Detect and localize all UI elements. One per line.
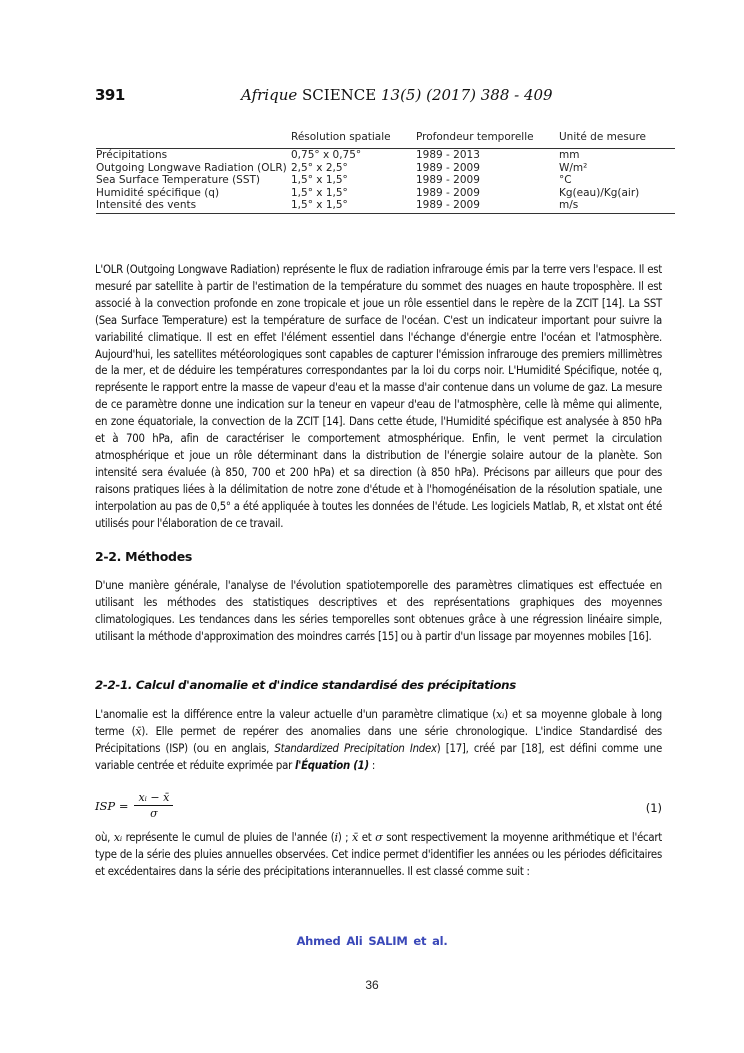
equation-numerator: xᵢ − x̄ xyxy=(134,791,173,806)
table-cell: 1989 - 2009 xyxy=(416,161,480,174)
table-header-cell xyxy=(96,129,291,149)
text-run: où, xyxy=(95,831,114,844)
equation-number: (1) xyxy=(645,801,662,815)
table-cell: 1989 - 2009 xyxy=(416,199,559,213)
table-row xyxy=(96,187,675,200)
table-cell: 1,5° x 1,5° xyxy=(291,199,416,213)
math-xbar: x̄ xyxy=(135,724,142,738)
paragraph-methods: D'une manière générale, l'analyse de l'évolution spatiotemporelle des paramètres climatiques est effectuée en utilisant les méthodes des statistiques descriptives et des représentations graphiques des moyennes climatologiques. Les tendances dans les séries temporelles sont obtenues grâce à une régression linéaire simple, utilisant la méthode d'approximation des moindres carrés [15] ou à partir d'un lissage par moyennes mobiles [16]. xyxy=(95,579,662,643)
table-row xyxy=(96,174,675,187)
table-row xyxy=(96,199,675,213)
equation-fraction xyxy=(134,791,173,820)
math-xbar: x̄ xyxy=(352,831,359,844)
table-header-cell: Unité de mesure xyxy=(559,129,675,149)
table-cell: 1989 - 2009 xyxy=(416,186,480,199)
paragraph-variables xyxy=(95,830,662,881)
table-cell: 1,5° x 1,5° xyxy=(291,174,348,186)
subsection-title: 2-2-1. Calcul d'anomalie et d'indice standardisé des précipitations xyxy=(95,678,516,692)
table-cell: 1989 - 2013 xyxy=(416,149,480,161)
journal-issue: 13(5) (2017) 388 - 409 xyxy=(380,86,553,104)
table-cell: mm xyxy=(559,149,580,161)
data-table xyxy=(96,129,675,214)
text-run: : xyxy=(368,758,376,772)
text-run: ) et sa moyenne globale à long terme ( xyxy=(95,708,662,738)
journal-italic: Afrique xyxy=(241,86,298,104)
table-cell: 1,5° x 1,5° xyxy=(291,186,348,199)
math-sigma: σ xyxy=(375,831,383,844)
equation-lhs: ISP = xyxy=(95,798,129,813)
text-run: et xyxy=(358,831,376,844)
journal-main: SCIENCE xyxy=(302,86,377,104)
table-cell: Intensité des vents xyxy=(96,199,291,213)
table-header-row xyxy=(96,129,675,149)
table-cell: Précipitations xyxy=(96,149,168,161)
table-cell: Humidité spécifique (q) xyxy=(96,186,220,199)
table-header-cell: Profondeur temporelle xyxy=(416,129,559,149)
math-xi: xᵢ xyxy=(495,708,505,721)
table-cell: Sea Surface Temperature (SST) xyxy=(96,174,261,186)
table-cell: Kg(eau)/Kg(air) xyxy=(559,186,640,199)
table-cell: 1989 - 2009 xyxy=(416,174,480,186)
equation-reference: l'Équation (1) xyxy=(295,758,369,772)
table-row xyxy=(96,162,675,175)
text-run: représente le cumul de pluies de l'année ( xyxy=(121,831,335,844)
paragraph-data-description: L'OLR (Outgoing Longwave Radiation) représente le flux de radiation infrarouge émis par la terre vers l'espace. Il est mesuré par satellite à partir de l'estimation de la température du sommet des nuages en haute troposphère. Il est associé à la convection profonde en zone tropicale et joue un rôle essentiel dans le repère de la ZCIT [14]. La SST (Sea Surface Temperature) est la température de surface de l'océan. C'est un indicateur important pour suivre la variabilité climatique. Il est en effet l'élément essentiel dans l'échange d'énergie entre l'océan et l'atmosphère. Aujourd'hui, les satellites météorologiques sont capables de capturer l'émission infrarouge des premiers millimètres de la mer, et de déduire les températures correspondantes par la loi du corps noir. L'Humidité Spécifique, notée q, représente le rapport entre la masse de vapeur d'eau et la masse d'air contenue dans un volume de gaz. La mesure de ce paramètre donne une indication sur la teneur en vapeur d'eau de l'atmosphère, celle là même qui alimente, en zone équatoriale, la convection de la ZCIT [14]. Dans cette étude, l'Humidité spécifique est analysée à 850 hPa et à 700 hPa, afin de caractériser le comportement atmosphérique. Enfin, le vent permet la circulation atmosphérique et joue un rôle déterminant dans la distribution de l'énergie solaire autour de la planète. Son intensité sera évaluée (à 850, 700 et 200 hPa) et sa direction (à 850 hPa). Précisons par ailleurs que pour des raisons pratiques liées à la délimitation de notre zone d'étude et à l'homogénéisation de la résolution spatiale, une interpolation au pas de 0,5° a été appliquée à toutes les données de l'étude. Les logiciels Matlab, R, et xlstat ont été utilisés pour l'élaboration de ce travail. xyxy=(95,263,662,530)
equation-denominator: σ xyxy=(150,807,158,820)
table-row xyxy=(96,149,675,162)
text-run: ) [17], créé par [18], est défini comme une variable centrée et réduite exprimée par xyxy=(95,741,663,772)
journal-title xyxy=(241,86,553,104)
table-cell: 0,75° x 0,75° xyxy=(291,149,362,161)
table-cell: 2,5° x 2,5° xyxy=(291,161,348,174)
footer-page-number: 36 xyxy=(365,978,379,992)
table-header-cell: Résolution spatiale xyxy=(291,129,416,149)
equation-block xyxy=(95,783,662,825)
math-i: i xyxy=(334,831,338,844)
table-cell: °C xyxy=(559,174,572,186)
text-run: L'anomalie est la différence entre la valeur actuelle d'un paramètre climatique ( xyxy=(95,708,496,721)
equation xyxy=(95,791,173,820)
text-run: ) ; xyxy=(337,831,352,844)
paragraph-anomaly xyxy=(95,707,662,775)
page-header xyxy=(95,86,660,108)
math-xi: xᵢ xyxy=(113,831,122,844)
header-page-number: 391 xyxy=(95,86,125,104)
footer-author: Ahmed Ali SALIM et al. xyxy=(296,934,448,948)
text-run: sont respectivement la moyenne arithmétique et l'écart type de la série des pluies annuelles observées. Cet indice permet d'identifier les années ou les périodes déficitaires et excédentaires dans la série des précipitations interannuelles. Il est classé comme suit : xyxy=(95,831,662,878)
spi-english-name: Standardized Precipitation Index xyxy=(274,741,437,755)
table-cell: Outgoing Longwave Radiation (OLR) xyxy=(96,161,287,174)
text-run: ). Elle permet de repérer des anomalies dans une série chronologique. L'indice Standardisé des Précipitations (ISP) (ou en anglais, xyxy=(95,724,662,755)
section-title: 2-2. Méthodes xyxy=(95,549,193,564)
table-cell: W/m² xyxy=(559,161,588,174)
table-cell: m/s xyxy=(559,199,675,213)
